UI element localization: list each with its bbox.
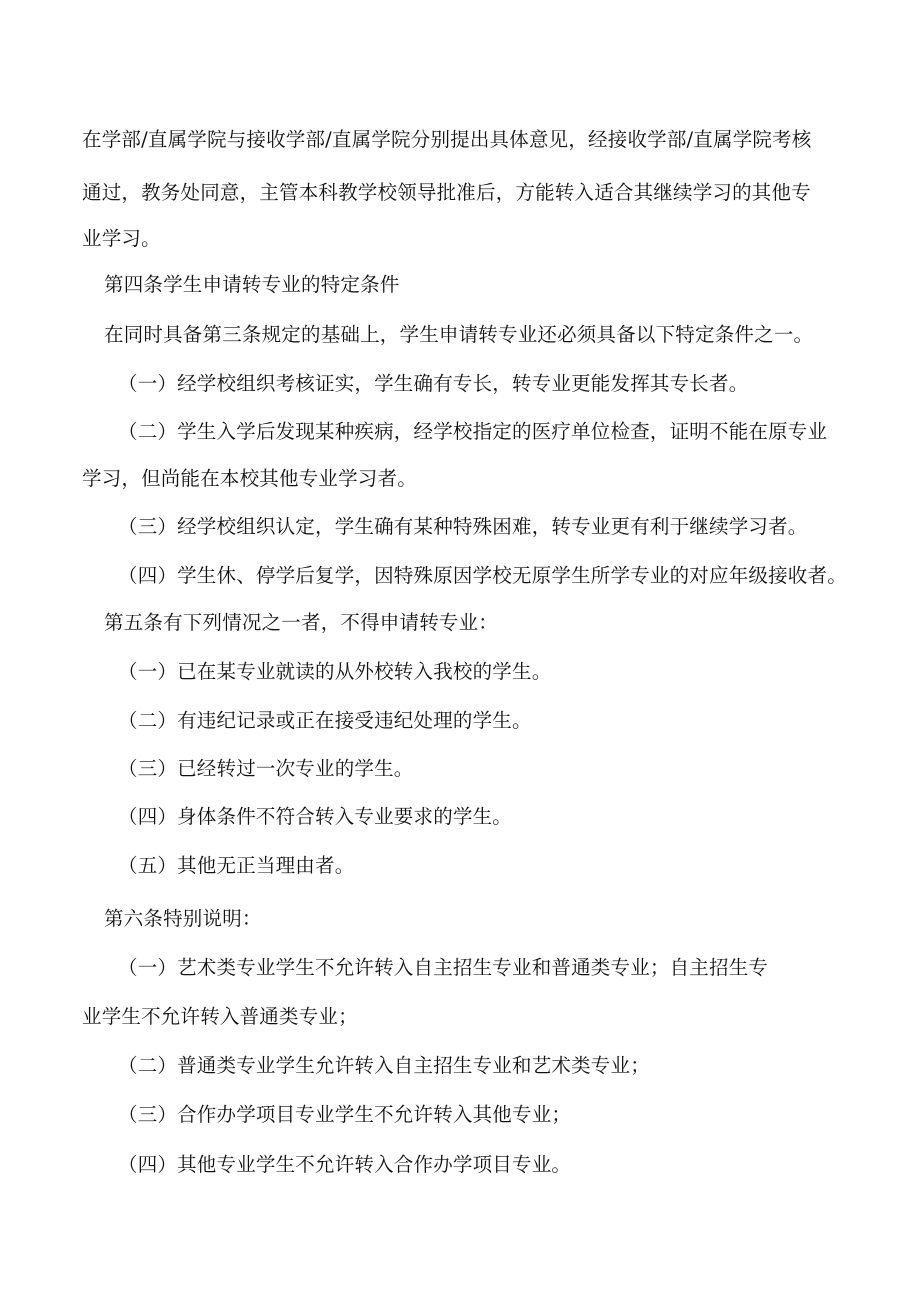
- article-5-heading: 第五条有下列情况之一者，不得申请转专业：: [104, 611, 499, 634]
- article-4-item-3: （三）经学校组织认定，学生确有某种特殊困难，转专业更有利于继续学习者。: [118, 515, 808, 538]
- article-5-item-5: （五）其他无正当理由者。: [118, 854, 355, 877]
- article-4-heading: 第四条学生申请转专业的特定条件: [104, 273, 400, 296]
- article-4-item-4: （四）学生休、停学后复学，因特殊原因学校无原学生所学专业的对应年级接收者。: [118, 564, 847, 587]
- article-6-item-2: （二）普通类专业学生允许转入自主招生专业和艺术类专业；: [118, 1054, 650, 1077]
- article-6-item-3: （三）合作办学项目专业学生不允许转入其他专业；: [118, 1103, 572, 1126]
- text-line-1: 在学部/直属学院与接收学部/直属学院分别提出具体意见，经接收学部/直属学院考核: [82, 128, 812, 151]
- article-5-item-2: （二）有违纪记录或正在接受违纪处理的学生。: [118, 709, 532, 732]
- article-4-item-2: （二）学生入学后发现某种疾病，经学校指定的医疗单位检查，证明不能在原专业: [118, 420, 828, 443]
- article-6-item-4: （四）其他专业学生不允许转入合作办学项目专业。: [118, 1153, 572, 1176]
- text-line-3: 业学习。: [82, 227, 161, 250]
- text-line-2: 通过，教务处同意，主管本科教学校领导批准后，方能转入适合其继续学习的其他专: [82, 181, 811, 204]
- article-4-item-2-cont: 学习，但尚能在本校其他专业学习者。: [82, 467, 417, 490]
- article-4-item-1: （一）经学校组织考核证实，学生确有专长，转专业更能发挥其专长者。: [118, 372, 749, 395]
- article-6-heading: 第六条特别说明：: [104, 907, 262, 930]
- article-5-item-1: （一）已在某专业就读的从外校转入我校的学生。: [118, 660, 552, 683]
- article-5-item-3: （三）已经转过一次专业的学生。: [118, 757, 414, 780]
- article-5-item-4: （四）身体条件不符合转入专业要求的学生。: [118, 805, 513, 828]
- article-6-item-1-cont: 业学生不允许转入普通类专业；: [82, 1005, 358, 1028]
- article-6-item-1: （一）艺术类专业学生不允许转入自主招生专业和普通类专业；自主招生专: [118, 956, 769, 979]
- text-line-5: 在同时具备第三条规定的基础上，学生申请转专业还必须具备以下特定条件之一。: [104, 323, 814, 346]
